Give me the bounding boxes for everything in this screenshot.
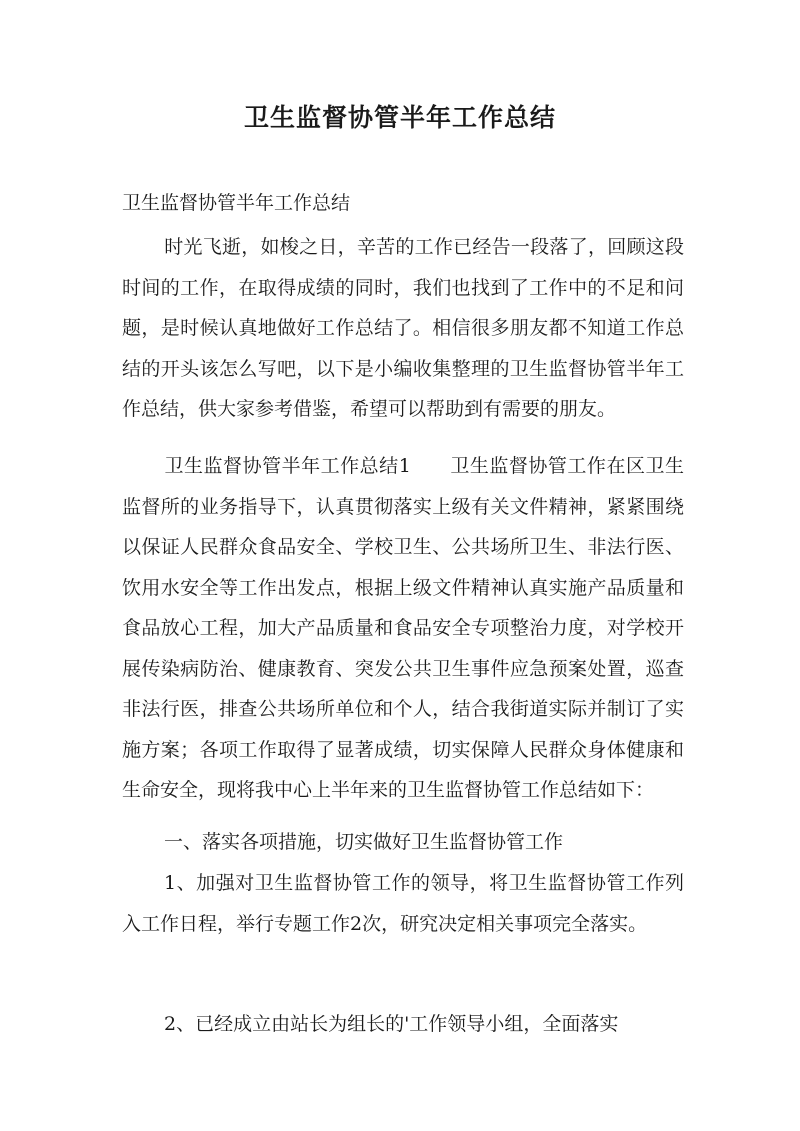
document-subtitle: 卫生监督协管半年工作总结 xyxy=(122,192,351,214)
paragraph-intro xyxy=(122,227,684,430)
paragraph-item-2 xyxy=(122,1004,684,1045)
paragraph-summary-1 xyxy=(122,446,684,811)
paragraph-text: 1、加强对卫生监督协管工作的领导，将卫生监督协管工作列入工作日程，举行专题工作2次，研究决定相关事项完全落实。 xyxy=(122,872,684,935)
paragraph-text: 卫生监督协管半年工作总结1 卫生监督协管工作在区卫生监督所的业务指导下，认真贯彻落实上级有关文件精神，紧紧围绕以保证人民群众食品安全、学校卫生、公共场所卫生、非法行医、饮用水安全等工作出发点，根据上级文件精神认真实施产品质量和食品放心工程，加大产品质量和食品安全专项整治力度，对学校开展传染病防治、健康教育、突发公共卫生事件应急预案处置，巡查非法行医，排查公共场所单位和个人，结合我街道实际并制订了实施方案；各项工作取得了显著成绩，切实保障人民群众身体健康和生命安全，现将我中心上半年来的卫生监督协管工作总结如下： xyxy=(122,455,684,801)
paragraph-text: 时光飞逝，如梭之日，辛苦的工作已经告一段落了，回顾这段时间的工作，在取得成绩的同时，我们也找到了工作中的不足和问题，是时候认真地做好工作总结了。相信很多朋友都不知道工作总结的开头该怎么写吧，以下是小编收集整理的卫生监督协管半年工作总结，供大家参考借鉴，希望可以帮助到有需要的朋友。 xyxy=(122,236,684,420)
paragraph-text: 2、已经成立由站长为组长的'工作领导小组，全面落实 xyxy=(164,1013,619,1035)
paragraph-text: 一、落实各项措施，切实做好卫生监督协管工作 xyxy=(164,831,564,853)
document-title: 卫生监督协管半年工作总结 xyxy=(243,103,556,132)
paragraph-item-1 xyxy=(122,863,684,944)
section-heading-1 xyxy=(122,822,684,863)
